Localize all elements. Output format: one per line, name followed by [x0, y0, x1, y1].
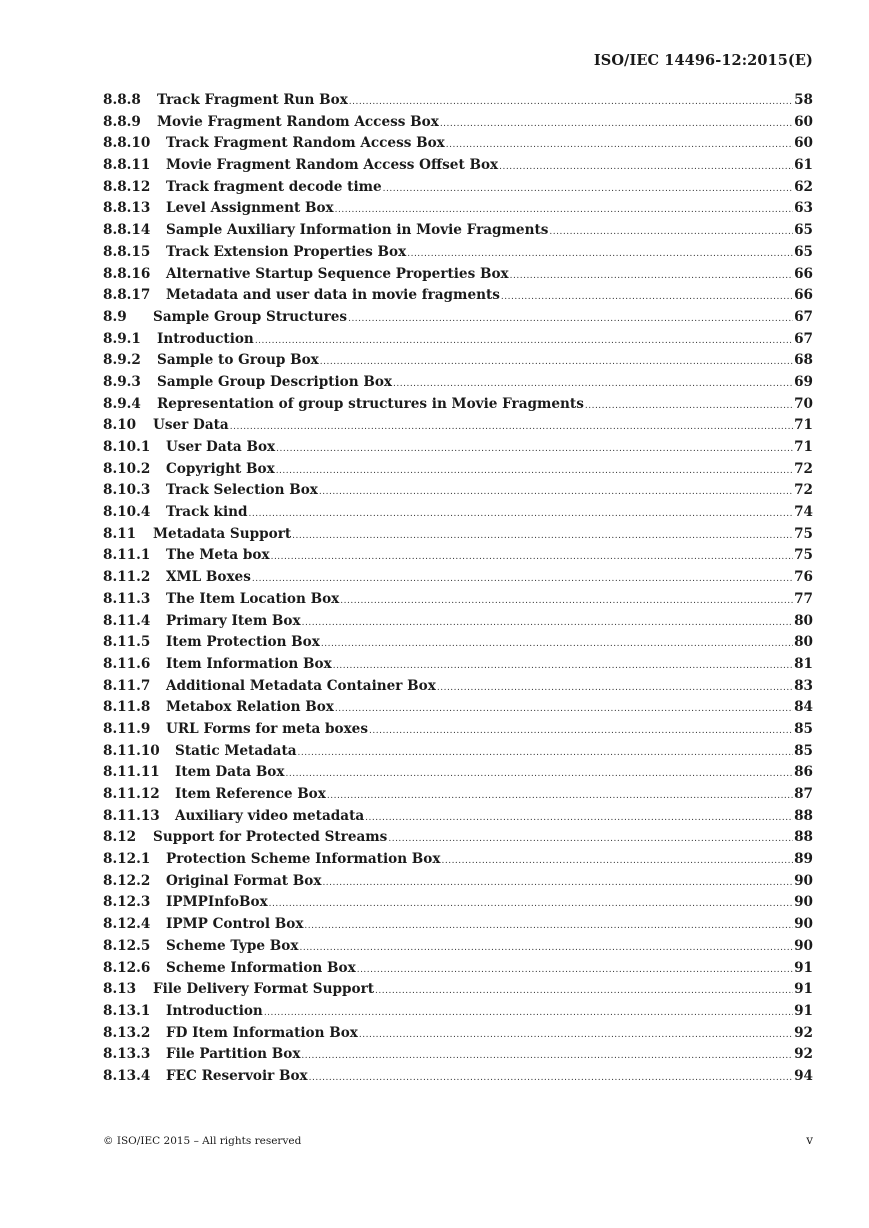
toc-entry-page: 66	[794, 287, 813, 304]
toc-entry-page: 72	[794, 482, 813, 499]
toc-entry-number: 8.11.8	[103, 699, 151, 716]
toc-entry-title: Copyright Box	[166, 460, 275, 477]
toc-entry-number: 8.12.5	[103, 937, 151, 954]
toc-entry-number: 8.11.13	[103, 807, 160, 824]
toc-entry-page: 72	[794, 460, 813, 477]
toc-entry-title: The Item Location Box	[166, 590, 340, 607]
toc-entry[interactable]	[103, 437, 813, 459]
toc-entry-title: Item Protection Box	[166, 634, 320, 651]
toc-entry-page: 85	[794, 742, 813, 759]
toc-entry-page: 80	[794, 634, 813, 651]
toc-entry-number: 8.10	[103, 417, 137, 434]
toc-entry-number: 8.8.8	[103, 92, 141, 108]
toc-entry-page: 67	[794, 330, 813, 347]
toc-entry-title: Auxiliary video metadata	[175, 807, 365, 824]
toc-entry-title: User Data	[153, 417, 229, 434]
toc-entry-number: 8.10.1	[103, 439, 151, 455]
toc-entry-page: 90	[794, 894, 813, 911]
toc-entry-number: 8.9.2	[103, 352, 141, 369]
toc-dot-leader	[383, 179, 793, 201]
toc-entry-number: 8.12.6	[103, 959, 151, 976]
toc-entry-number: 8.9.4	[103, 395, 141, 412]
toc-entry-number: 8.13.4	[103, 1067, 151, 1084]
toc-entry-page: 77	[794, 590, 813, 607]
toc-entry-title: Sample Group Description Box	[157, 373, 393, 390]
toc-entry-title: XML Boxes	[166, 569, 251, 586]
toc-entry[interactable]	[103, 849, 813, 871]
toc-entry[interactable]	[103, 892, 813, 914]
page-number: v	[806, 1133, 813, 1147]
toc-entry-title: Protection Scheme Information Box	[166, 851, 441, 868]
toc-dot-leader	[501, 287, 793, 309]
toc-dot-leader	[440, 114, 793, 136]
toc-entry[interactable]	[103, 719, 813, 741]
toc-entry-page: 67	[794, 308, 813, 325]
toc-entry-number: 8.8.16	[103, 265, 151, 282]
toc-entry-title: Metabox Relation Box	[166, 699, 334, 716]
toc-entry-page: 92	[794, 1024, 813, 1041]
toc-entry-number: 8.11.1	[103, 547, 151, 564]
toc-entry-page: 83	[794, 677, 813, 694]
toc-entry-page: 58	[794, 92, 813, 108]
toc-dot-leader	[319, 482, 793, 504]
toc-dot-leader	[499, 157, 793, 179]
toc-entry-page: 92	[794, 1046, 813, 1063]
toc-entry-page: 70	[794, 395, 813, 412]
toc-entry[interactable]	[103, 307, 813, 329]
toc-entry-title: Introduction	[157, 330, 254, 347]
toc-entry-page: 84	[794, 699, 813, 716]
toc-dot-leader	[302, 613, 793, 635]
toc-entry-number: 8.8.10	[103, 135, 151, 152]
toc-entry-number: 8.12.2	[103, 872, 151, 889]
toc-entry[interactable]	[103, 329, 813, 351]
toc-entry-number: 8.11.11	[103, 764, 160, 781]
toc-entry-title: Item Data Box	[175, 764, 285, 781]
toc-dot-leader	[340, 591, 793, 613]
toc-entry[interactable]	[103, 350, 813, 372]
toc-entry[interactable]	[103, 979, 813, 1001]
toc-entry[interactable]	[103, 545, 813, 567]
toc-entry[interactable]	[103, 654, 813, 676]
toc-dot-leader	[510, 266, 793, 288]
toc-entry-page: 71	[794, 417, 813, 434]
toc-entry-title: URL Forms for meta boxes	[166, 720, 368, 737]
toc-entry-number: 8.8.9	[103, 113, 141, 130]
toc-entry-page: 60	[794, 135, 813, 152]
toc-entry-number: 8.11.10	[103, 742, 160, 759]
toc-entry-title: Primary Item Box	[166, 612, 301, 629]
toc-entry[interactable]	[103, 1001, 813, 1023]
toc-entry-number: 8.8.17	[103, 287, 151, 304]
toc-entry[interactable]	[103, 502, 813, 524]
toc-entry-page: 61	[794, 157, 813, 174]
toc-entry-title: Movie Fragment Random Access Offset Box	[166, 157, 499, 174]
toc-dot-leader	[292, 526, 793, 548]
toc-dot-leader	[437, 678, 793, 700]
toc-dot-leader	[276, 439, 793, 461]
toc-entry[interactable]	[103, 806, 813, 828]
toc-entry-title: Additional Metadata Container Box	[166, 677, 436, 694]
toc-entry[interactable]	[103, 784, 813, 806]
toc-entry[interactable]	[103, 133, 813, 155]
toc-dot-leader	[333, 656, 793, 678]
toc-entry[interactable]	[103, 90, 813, 112]
toc-entry[interactable]	[103, 827, 813, 849]
toc-entry[interactable]	[103, 480, 813, 502]
toc-entry-title: Item Information Box	[166, 655, 332, 672]
toc-entry-page: 76	[794, 569, 813, 586]
toc-dot-leader	[264, 1003, 793, 1025]
toc-entry-title: Sample Auxiliary Information in Movie Fragments	[166, 222, 549, 239]
toc-entry[interactable]	[103, 958, 813, 980]
toc-entry-title: Alternative Startup Sequence Properties Box	[166, 265, 509, 282]
toc-entry[interactable]	[103, 1044, 813, 1066]
toc-entry-number: 8.8.11	[103, 157, 151, 174]
toc-entry-title: Static Metadata	[175, 742, 297, 759]
toc-dot-leader	[441, 851, 793, 873]
toc-entry-number: 8.8.14	[103, 222, 151, 239]
toc-dot-leader	[301, 1046, 793, 1068]
toc-dot-leader	[230, 417, 793, 439]
toc-dot-leader	[359, 1025, 793, 1047]
toc-dot-leader	[407, 244, 793, 266]
toc-dot-leader	[349, 92, 793, 114]
toc-entry[interactable]	[103, 524, 813, 546]
toc-entry-page: 89	[794, 851, 813, 868]
toc-dot-leader	[357, 960, 793, 982]
toc-entry[interactable]	[103, 220, 813, 242]
toc-entry-page: 91	[794, 1002, 813, 1019]
toc-entry-page: 88	[794, 829, 813, 846]
toc-entry-title: Support for Protected Streams	[153, 829, 388, 846]
toc-entry-title: Movie Fragment Random Access Box	[157, 113, 439, 130]
toc-entry-number: 8.12.1	[103, 851, 151, 868]
toc-dot-leader	[271, 547, 794, 569]
toc-entry-title: Track Fragment Run Box	[157, 92, 348, 108]
toc-entry-page: 91	[794, 959, 813, 976]
toc-entry[interactable]	[103, 1066, 813, 1088]
toc-dot-leader	[327, 786, 793, 808]
table-of-contents	[103, 90, 813, 1088]
toc-entry-page: 81	[794, 655, 813, 672]
toc-entry-number: 8.13.3	[103, 1046, 151, 1063]
toc-dot-leader	[388, 829, 793, 851]
toc-entry-page: 94	[794, 1067, 813, 1084]
toc-entry[interactable]	[103, 871, 813, 893]
toc-entry-page: 87	[794, 786, 813, 802]
toc-dot-leader	[335, 699, 793, 721]
toc-entry[interactable]	[103, 1023, 813, 1045]
toc-entry-number: 8.9	[103, 308, 127, 325]
toc-dot-leader	[322, 873, 793, 895]
toc-entry-title: Scheme Information Box	[166, 959, 356, 976]
toc-dot-leader	[321, 634, 793, 656]
toc-dot-leader	[299, 938, 793, 960]
toc-entry-number: 8.11	[103, 525, 137, 542]
toc-entry[interactable]	[103, 242, 813, 264]
toc-entry-number: 8.8.15	[103, 243, 151, 260]
toc-entry-page: 65	[794, 243, 813, 260]
toc-entry-title: Level Assignment Box	[166, 200, 334, 217]
toc-entry[interactable]	[103, 415, 813, 437]
toc-entry-title: Sample to Group Box	[157, 352, 319, 369]
toc-entry[interactable]	[103, 762, 813, 784]
toc-dot-leader	[309, 1068, 793, 1090]
toc-entry-title: User Data Box	[166, 439, 276, 455]
toc-entry-number: 8.11.3	[103, 590, 151, 607]
toc-entry-number: 8.11.6	[103, 655, 151, 672]
toc-entry-number: 8.11.9	[103, 720, 151, 737]
toc-entry-title: FEC Reservoir Box	[166, 1067, 308, 1084]
toc-entry[interactable]	[103, 459, 813, 481]
toc-dot-leader	[285, 764, 793, 786]
toc-entry-title: IPMPInfoBox	[166, 894, 268, 911]
toc-entry-number: 8.10.4	[103, 504, 151, 521]
toc-dot-leader	[369, 721, 793, 743]
toc-entry-number: 8.11.12	[103, 786, 160, 802]
toc-entry-number: 8.9.1	[103, 330, 141, 347]
toc-dot-leader	[365, 808, 793, 830]
toc-entry-page: 68	[794, 352, 813, 369]
toc-entry[interactable]	[103, 112, 813, 134]
toc-entry-title: Metadata and user data in movie fragments	[166, 287, 500, 304]
toc-entry-number: 8.11.4	[103, 612, 151, 629]
toc-entry-page: 63	[794, 200, 813, 217]
toc-dot-leader	[249, 504, 794, 526]
toc-entry[interactable]	[103, 611, 813, 633]
toc-dot-leader	[375, 981, 793, 1003]
toc-dot-leader	[446, 135, 793, 157]
toc-dot-leader	[393, 374, 793, 396]
toc-entry-number: 8.12.3	[103, 894, 151, 911]
toc-entry-number: 8.9.3	[103, 373, 141, 390]
toc-entry-page: 60	[794, 113, 813, 130]
toc-entry-title: Track kind	[166, 504, 248, 521]
toc-entry[interactable]	[103, 567, 813, 589]
toc-entry[interactable]	[103, 676, 813, 698]
toc-entry-title: File Partition Box	[166, 1046, 301, 1063]
toc-entry[interactable]	[103, 632, 813, 654]
toc-entry-page: 90	[794, 916, 813, 933]
toc-dot-leader	[585, 396, 793, 418]
toc-entry-page: 86	[794, 764, 813, 781]
toc-entry-title: IPMP Control Box	[166, 916, 304, 933]
toc-entry-page: 91	[794, 981, 813, 998]
toc-entry-number: 8.13.2	[103, 1024, 151, 1041]
toc-dot-leader	[255, 331, 793, 353]
toc-dot-leader	[276, 461, 793, 483]
toc-entry-number: 8.11.2	[103, 569, 151, 586]
toc-entry[interactable]	[103, 155, 813, 177]
toc-dot-leader	[298, 743, 794, 765]
toc-entry-number: 8.8.12	[103, 178, 151, 195]
toc-dot-leader	[348, 309, 793, 331]
toc-entry-page: 71	[794, 439, 813, 455]
toc-entry-number: 8.11.5	[103, 634, 151, 651]
toc-entry[interactable]	[103, 394, 813, 416]
toc-entry[interactable]	[103, 285, 813, 307]
toc-entry-number: 8.13.1	[103, 1002, 151, 1019]
toc-dot-leader	[252, 569, 793, 591]
toc-entry-page: 65	[794, 222, 813, 239]
toc-entry-page: 90	[794, 872, 813, 889]
toc-dot-leader	[269, 894, 793, 916]
toc-entry-title: Original Format Box	[166, 872, 322, 889]
toc-entry-number: 8.12.4	[103, 916, 151, 933]
toc-entry-page: 88	[794, 807, 813, 824]
toc-entry-page: 75	[794, 525, 813, 542]
toc-entry-title: Track Fragment Random Access Box	[166, 135, 445, 152]
toc-dot-leader	[320, 352, 793, 374]
toc-entry-title: Scheme Type Box	[166, 937, 299, 954]
toc-entry[interactable]	[103, 264, 813, 286]
toc-entry[interactable]	[103, 177, 813, 199]
toc-entry-page: 69	[794, 373, 813, 390]
toc-dot-leader	[549, 222, 793, 244]
toc-dot-leader	[304, 916, 793, 938]
toc-entry[interactable]	[103, 589, 813, 611]
toc-entry-page: 74	[794, 504, 813, 521]
toc-entry-number: 8.10.2	[103, 460, 151, 477]
toc-entry-page: 62	[794, 178, 813, 195]
toc-dot-leader	[335, 200, 793, 222]
toc-entry-number: 8.8.13	[103, 200, 151, 217]
toc-entry-page: 85	[794, 720, 813, 737]
toc-entry-title: Introduction	[166, 1002, 263, 1019]
toc-entry[interactable]	[103, 198, 813, 220]
toc-entry-number: 8.13	[103, 981, 137, 998]
toc-entry-number: 8.12	[103, 829, 137, 846]
toc-entry-title: FD Item Information Box	[166, 1024, 358, 1041]
toc-entry[interactable]	[103, 936, 813, 958]
toc-entry-number: 8.11.7	[103, 677, 151, 694]
document-id-header: ISO/IEC 14496-12:2015(E)	[593, 52, 813, 69]
toc-entry[interactable]	[103, 372, 813, 394]
toc-entry-title: Sample Group Structures	[153, 308, 348, 325]
toc-entry-page: 75	[794, 547, 813, 564]
toc-entry-title: Representation of group structures in Movie Fragments	[157, 395, 584, 412]
toc-entry-title: Track fragment decode time	[166, 178, 382, 195]
toc-entry-title: Track Selection Box	[166, 482, 318, 499]
toc-entry-title: The Meta box	[166, 547, 270, 564]
toc-entry[interactable]	[103, 741, 813, 763]
toc-entry-title: Track Extension Properties Box	[166, 243, 407, 260]
toc-entry-page: 90	[794, 937, 813, 954]
toc-entry[interactable]	[103, 697, 813, 719]
toc-entry-title: Item Reference Box	[175, 786, 326, 802]
toc-entry-title: Metadata Support	[153, 525, 292, 542]
copyright-footer: © ISO/IEC 2015 – All rights reserved	[103, 1135, 302, 1147]
toc-entry-title: File Delivery Format Support	[153, 981, 375, 998]
toc-entry[interactable]	[103, 914, 813, 936]
toc-entry-number: 8.10.3	[103, 482, 151, 499]
toc-entry-page: 80	[794, 612, 813, 629]
toc-entry-page: 66	[794, 265, 813, 282]
